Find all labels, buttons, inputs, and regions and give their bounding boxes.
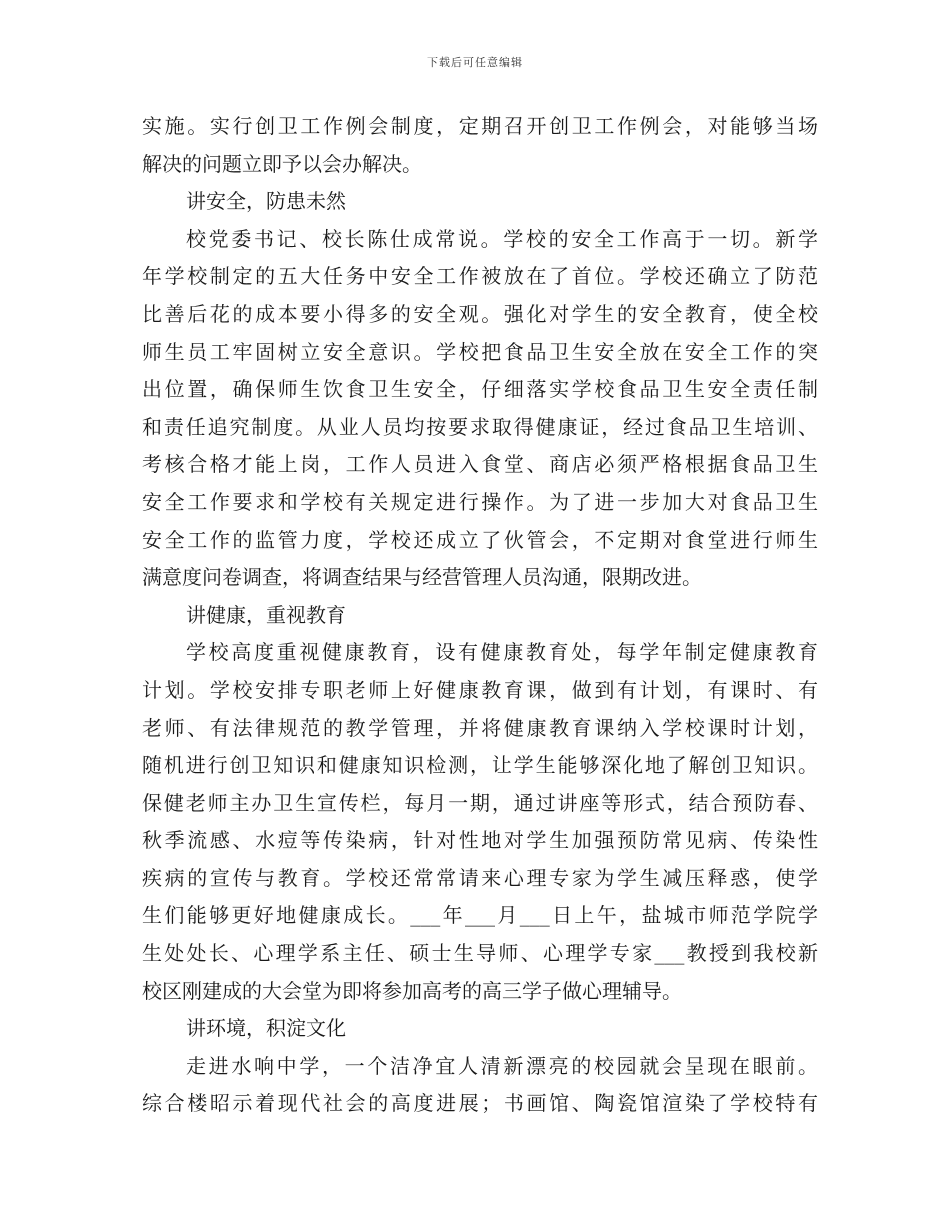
section-heading: 讲健康，重视教育 <box>186 602 346 627</box>
paragraph-line: 计划。学校安排专职老师上好健康教育课，做到有计划，有课时、有 <box>142 677 818 702</box>
paragraph-line: 生处处长、心理学系主任、硕士生导师、心理学专家___教授到我校新 <box>142 941 818 966</box>
paragraph-line: 安全工作的监管力度，学校还成立了伙管会，不定期对食堂进行师生 <box>142 527 818 552</box>
paragraph-line: 和责任追究制度。从业人员均按要求取得健康证，经过食品卫生培训、 <box>142 414 818 439</box>
paragraph-line: 实施。实行创卫工作例会制度，定期召开创卫工作例会，对能够当场 <box>142 114 818 138</box>
paragraph-line: 走进水响中学，一个洁净宜人清新漂亮的校园就会呈现在眼前。 <box>186 1053 818 1078</box>
paragraph-line: 师生员工牢固树立安全意识。学校把食品卫生安全放在安全工作的突 <box>142 339 818 364</box>
paragraph-line: 校区刚建成的大会堂为即将参加高考的高三学子做心理辅导。 <box>142 978 682 1003</box>
paragraph-line: 随机进行创卫知识和健康知识检测，让学生能够深化地了解创卫知识。 <box>142 753 818 778</box>
paragraph-line: 出位置，确保师生饮食卫生安全，仔细落实学校食品卫生安全责任制 <box>142 377 818 402</box>
paragraph-line: 安全工作要求和学校有关规定进行操作。为了进一步加大对食品卫生 <box>142 489 818 514</box>
paragraph-line: 校党委书记、校长陈仕成常说。学校的安全工作高于一切。新学 <box>186 226 818 251</box>
paragraph-line: 考核合格才能上岗，工作人员进入食堂、商店必须严格根据食品卫生 <box>142 452 818 477</box>
paragraph-line: 学校高度重视健康教育，设有健康教育处，每学年制定健康教育 <box>186 640 818 665</box>
page-header: 下载后可任意编辑 <box>427 56 523 69</box>
document-body <box>142 108 818 1123</box>
paragraph-line: 满意度问卷调查，将调查结果与经营管理人员沟通，限期改进。 <box>142 565 702 590</box>
paragraph-line: 老师、有法律规范的教学管理，并将健康教育课纳入学校课时计划， <box>142 715 818 740</box>
paragraph-line: 综合楼昭示着现代社会的高度进展；书画馆、陶瓷馆渲染了学校特有 <box>142 1091 818 1116</box>
paragraph-line: 秋季流感、水痘等传染病，针对性地对学生加强预防常见病、传染性 <box>142 828 818 853</box>
paragraph-line: 保健老师主办卫生宣传栏，每月一期，通过讲座等形式，结合预防春、 <box>142 790 818 815</box>
paragraph-line: 疾病的宣传与教育。学校还常常请来心理专家为学生减压释惑，使学 <box>142 865 818 890</box>
paragraph-line: 年学校制定的五大任务中安全工作被放在了首位。学校还确立了防范 <box>142 264 818 289</box>
paragraph-line: 解决的问题立即予以会办解决。 <box>142 151 422 176</box>
section-heading: 讲安全，防患未然 <box>186 189 346 214</box>
paragraph-line: 比善后花的成本要小得多的安全观。强化对学生的安全教育，使全校 <box>142 301 818 326</box>
section-heading: 讲环境，积淀文化 <box>186 1016 346 1041</box>
paragraph-line: 生们能够更好地健康成长。___年___月___日上午，盐城市师范学院学 <box>142 903 818 928</box>
